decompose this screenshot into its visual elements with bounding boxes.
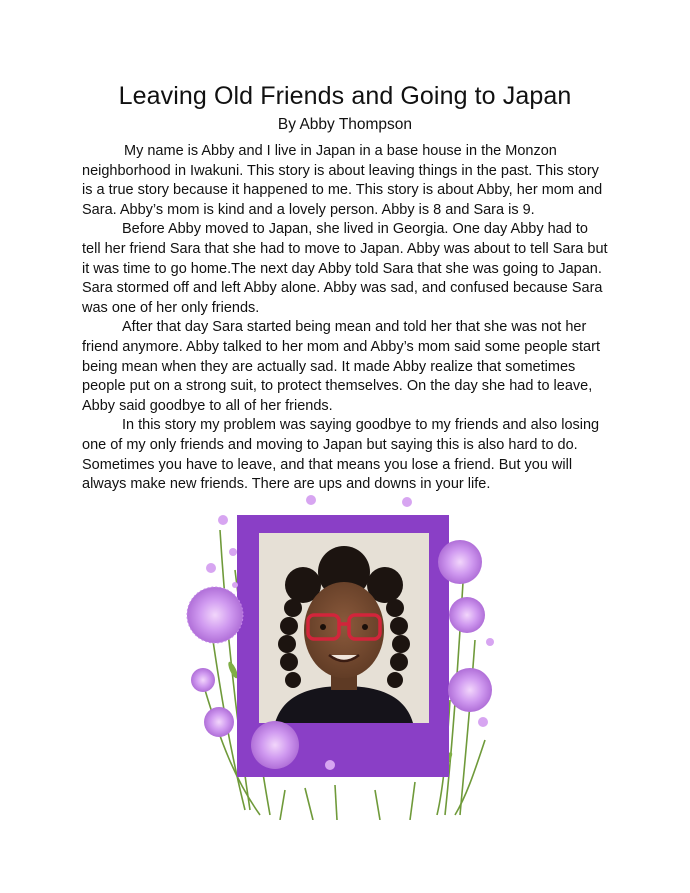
- paragraph-1: My name is Abby and I live in Japan in a base house in the Monzon neighborhood in Iwakuni. This story is about leaving things in the past. This story is a true story because it happened to me. This story is about Abby, her mom and Sara. Abby’s mom is kind and a lovely person. Abby is 8 and Sara is 9.: [82, 143, 603, 218]
- flower-frame-illustration: [175, 490, 505, 820]
- paragraph-2: Before Abby moved to Japan, she lived in Georgia. One day Abby had to tell her friend Sara that she had to move to Japan. Abby was about to tell Sara but it was time to go home.The next day Abby told Sara that she was going to Japan. Sara stormed off and left Abby alone. Abby was sad, and confused because Sara was one of her only friends.: [82, 221, 608, 316]
- framed-portrait: [175, 490, 505, 820]
- story-body: [82, 142, 610, 495]
- paragraph-4: In this story my problem was saying goodbye to my friends and also losing one of my only friends and moving to Japan but saying this is also hard to do. Sometimes you have to leave, and that means you lose a friend. But you will always make new friends. There are ups and downs in your life.: [82, 417, 600, 493]
- author-byline: By Abby Thompson: [277, 116, 413, 133]
- story-title: Leaving Old Friends and Going to Japan: [118, 82, 572, 110]
- paragraph-3: After that day Sara started being mean and told her that she was not her friend anymore. Abby talked to her mom and Abby’s mom said some people start being mean when they are actually sad. It made Abby realize that sometimes people put on a strong suit, to protect themselves. On the day she had to leave, Abby said goodbye to all of her friends.: [82, 319, 600, 414]
